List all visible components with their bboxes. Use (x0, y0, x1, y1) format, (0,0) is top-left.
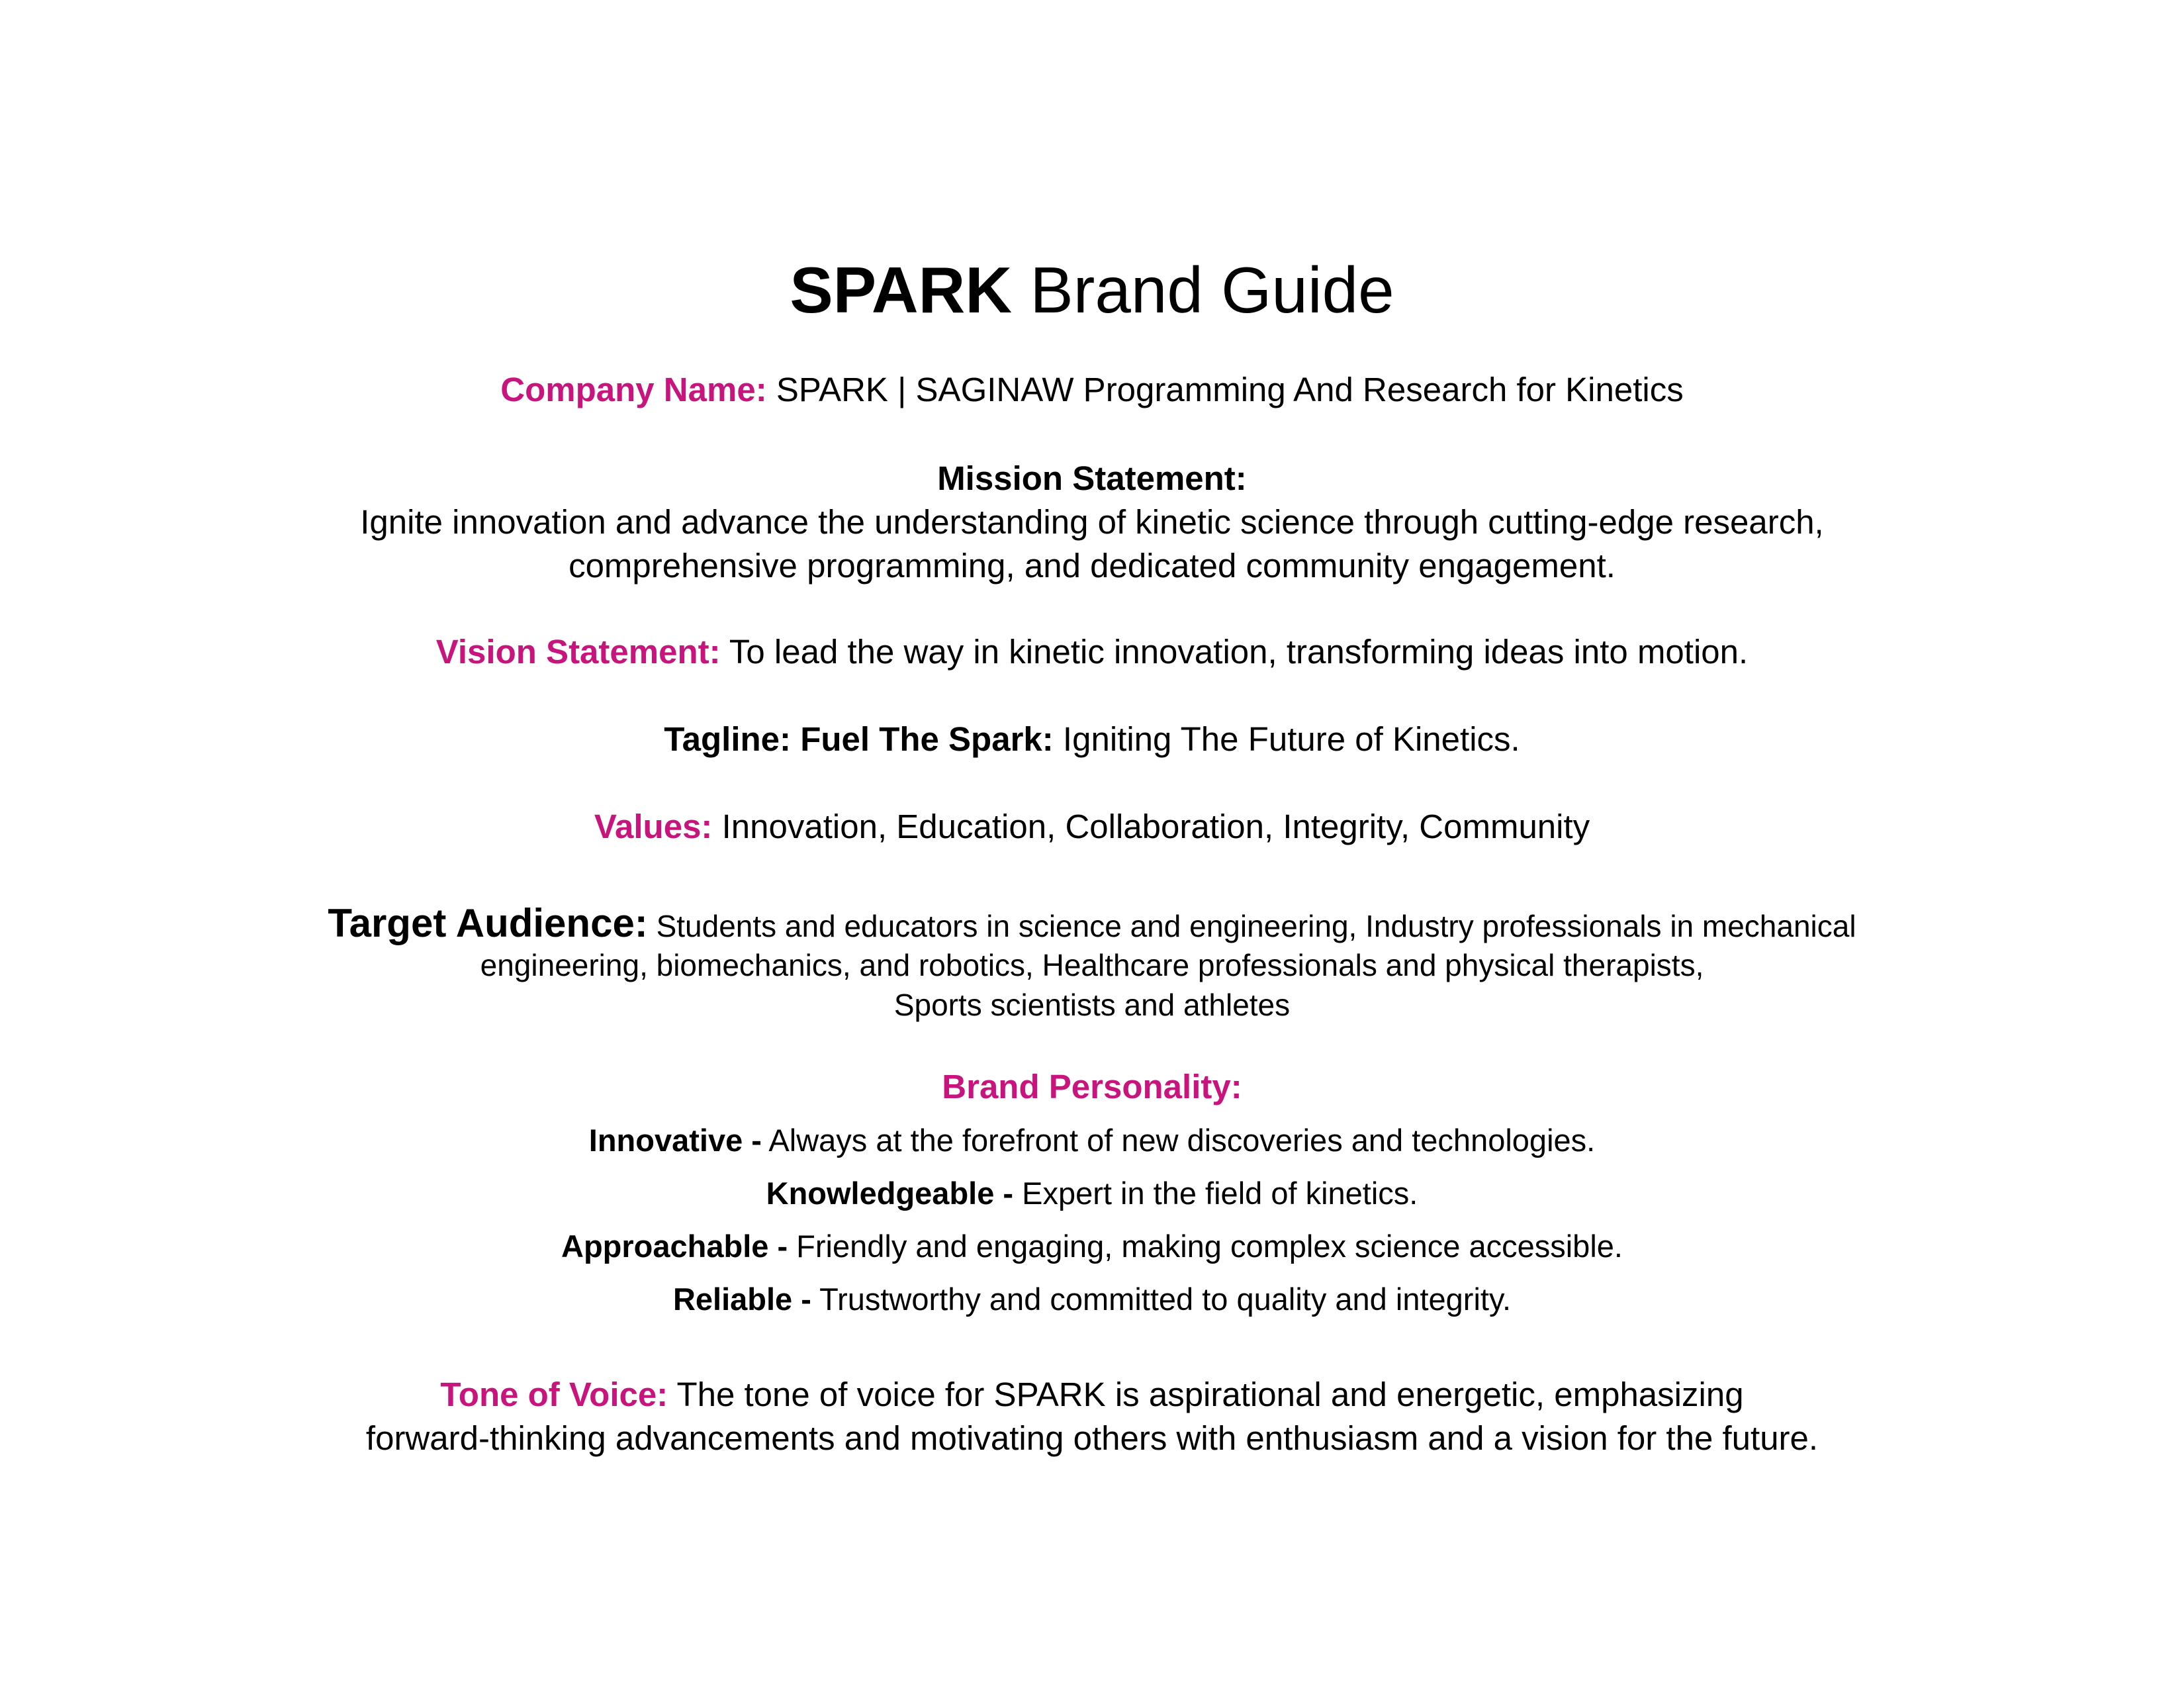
company-name-line (0, 368, 2184, 412)
values-label: Values: (594, 808, 713, 845)
tagline-value: Igniting The Future of Kinetics. (1053, 720, 1520, 758)
tagline-line (0, 718, 2184, 761)
vision-value: To lead the way in kinetic innovation, transforming ideas into motion. (720, 633, 1749, 671)
title-rest: Brand Guide (1012, 254, 1394, 326)
title-brand: SPARK (790, 254, 1013, 326)
target-audience-text-1: Students and educators in science and engineering, Industry professionals in mechanical (647, 909, 1856, 943)
trait-name: Knowledgeable - (766, 1176, 1014, 1211)
trait-desc: Friendly and engaging, making complex science accessible. (788, 1229, 1623, 1264)
trait-knowledgeable (0, 1174, 2184, 1213)
trait-name: Reliable - (672, 1282, 811, 1317)
trait-desc: Always at the forefront of new discoveries and technologies. (761, 1123, 1596, 1158)
vision-label: Vision Statement: (435, 633, 721, 671)
trait-innovative (0, 1121, 2184, 1160)
values-value: Innovation, Education, Collaboration, Integrity, Community (712, 808, 1590, 845)
target-audience-line-3: Sports scientists and athletes (893, 988, 1291, 1022)
tone-of-voice-line-2: forward-thinking advancements and motivating others with enthusiasm and a vision for the future. (365, 1419, 1819, 1457)
company-name-label: Company Name: (500, 371, 767, 408)
mission-line-2: comprehensive programming, and dedicated community engagement. (569, 547, 1615, 585)
trait-desc: Expert in the field of kinetics. (1013, 1176, 1418, 1211)
page-title (0, 250, 2184, 330)
tone-of-voice-text-1: The tone of voice for SPARK is aspirational and energetic, emphasizing (668, 1376, 1744, 1413)
target-audience-label: Target Audience: (328, 901, 648, 945)
mission-line-1: Ignite innovation and advance the understanding of kinetic science through cutting-edge research, (360, 503, 1824, 541)
target-audience-line-2: engineering, biomechanics, and robotics, Healthcare professionals and physical therapists, (480, 948, 1704, 982)
tone-of-voice-line-1 (0, 1373, 2184, 1417)
vision-line (0, 630, 2184, 674)
tagline-label: Tagline: Fuel The Spark: (664, 720, 1054, 758)
company-name-value: SPARK | SAGINAW Programming And Research for Kinetics (766, 371, 1684, 408)
trait-reliable (0, 1280, 2184, 1319)
tone-of-voice-label: Tone of Voice: (440, 1376, 668, 1413)
mission-label: Mission Statement: (937, 459, 1247, 497)
trait-name: Innovative - (588, 1123, 762, 1158)
target-audience-line-1 (0, 901, 2184, 946)
trait-name: Approachable - (561, 1229, 788, 1264)
brand-personality-label: Brand Personality: (942, 1068, 1242, 1105)
values-line (0, 805, 2184, 849)
trait-desc: Trustworthy and committed to quality and integrity. (811, 1282, 1512, 1317)
trait-approachable (0, 1227, 2184, 1266)
